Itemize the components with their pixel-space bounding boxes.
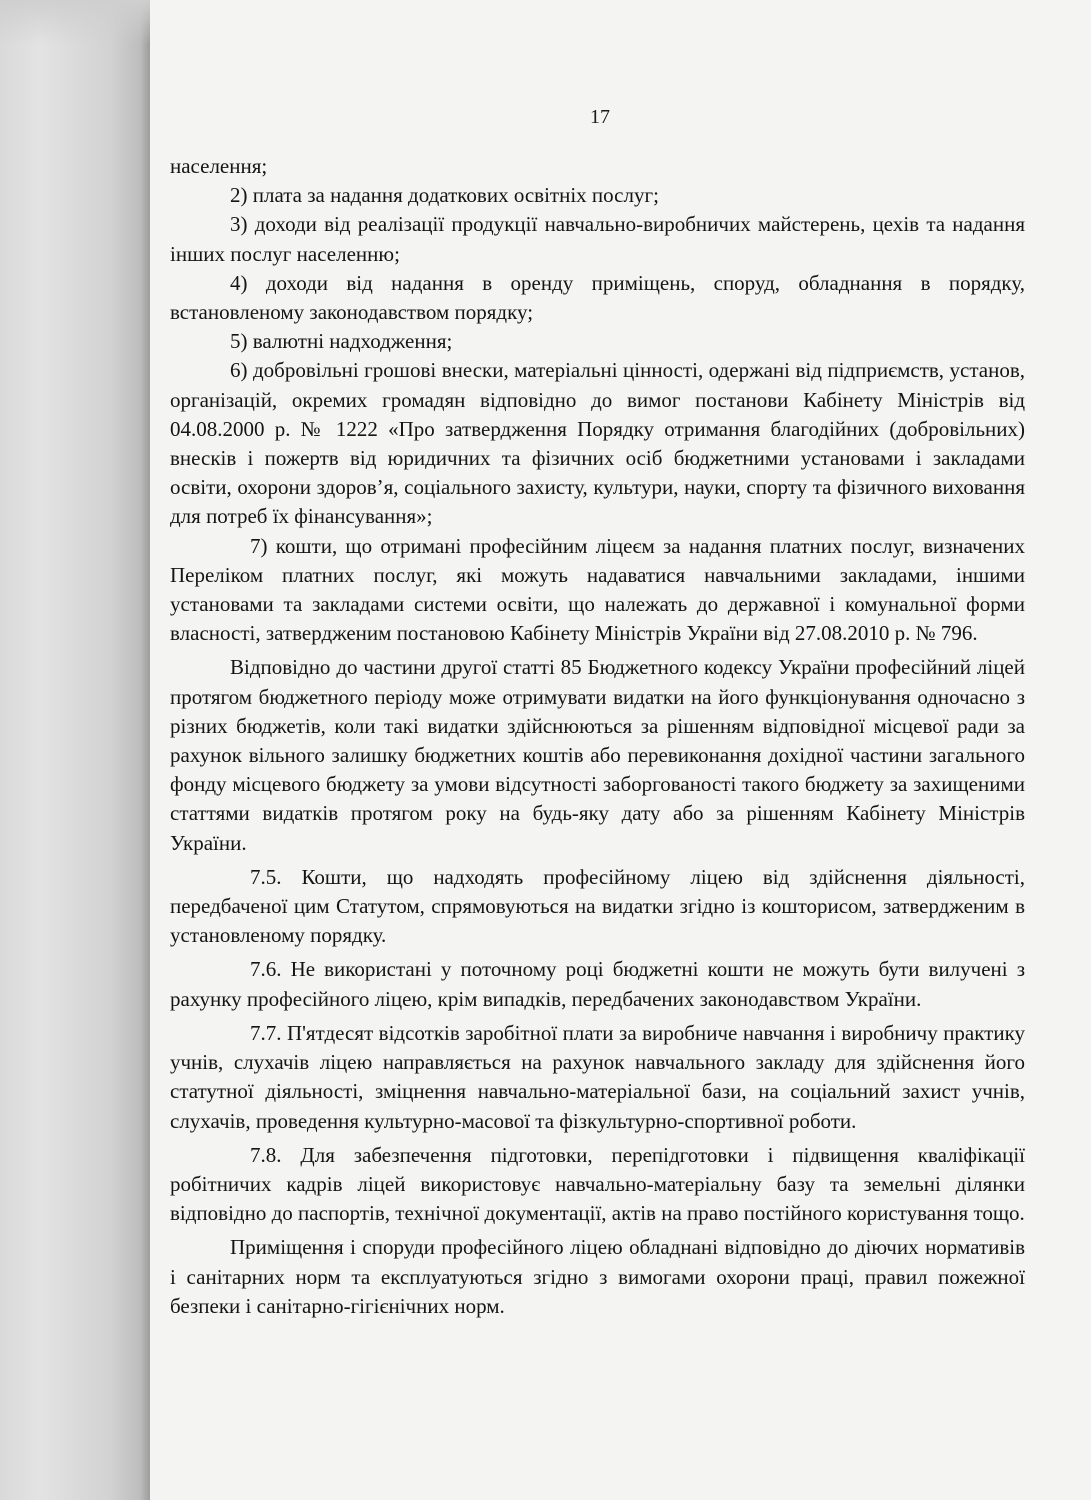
list-item-4: 4) доходи від надання в оренду приміщень, споруд, обладнання в порядку, встановленому законодавством порядку; [170, 270, 1025, 325]
list-item-7: 7) кошти, що отримані професійним ліцеєм за надання платних послуг, визначених Переліком платних послуг, які можуть надаватися навчальними закладами, іншими установами та закладами системи освіти, що належать до державної і комунальної форми власності, затвердженим постановою Кабінету Міністрів України від 27.08.2010 р. № 796. [170, 533, 1025, 646]
book-gutter-shadow [0, 0, 150, 1500]
document-body [170, 152, 1025, 1321]
list-item-3: 3) доходи від реалізації продукції навчально-виробничих майстерень, цехів та надання інших послуг населенню; [170, 212, 1025, 266]
list-item-5: 5) валютні надходження; [230, 329, 453, 354]
section-7-8: 7.8. Для забезпечення підготовки, перепідготовки і підвищення кваліфікації робітничих кадрів ліцей використовує навчально-матеріальну базу та земельні ділянки відповідно до паспортів, технічної документації, актів на право постійного користування тощо. [170, 1142, 1025, 1226]
paragraph-premises: Приміщення і споруди професійного ліцею обладнані відповідно до діючих нормативів і санітарних норм та експлуатуються згідно з вимогами охорони праці, правил пожежної безпеки і санітарно-гігієнічних норм. [170, 1235, 1025, 1318]
paragraph-continuation: населення; [170, 154, 268, 178]
section-7-6: 7.6. Не використані у поточному році бюджетні кошти не можуть бути вилучені з рахунку професійного ліцею, крім випадків, передбачених законодавством України. [170, 957, 1025, 1011]
list-item-2: 2) плата за надання додаткових освітніх послуг; [230, 183, 659, 208]
paragraph-budget-code: Відповідно до частини другої статті 85 Бюджетного кодексу України професійний ліцей протягом бюджетного періоду може отримувати видатки на його функціонування одночасно з різних бюджетів, коли такі видатки здійснюються за рішенням відповідної місцевої ради за рахунок вільного залишку бюджетних коштів або перевиконання дохідної частини загального фонду місцевого бюджету за умови відсутності заборгованості такого бюджету за захищеними статтями видатків протягом року на будь-яку дату або за рішенням Кабінету Міністрів України. [170, 655, 1025, 855]
list-item-6: 6) добровільні грошові внески, матеріальні цінності, одержані від підприємств, установ, організацій, окремих громадян відповідно до вимог постанови Кабінету Міністрів від 04.08.2000 р. № 1222 «Про затвердження Порядку отримання благодійних (добровільних) внесків і пожертв від юридичних та фізичних осіб бюджетними установами і закладами освіти, охорони здоров’я, соціального захисту, культури, науки, спорту та фізичного виховання для потреб їх фінансування»; [170, 358, 1025, 529]
page-number: 17 [590, 106, 610, 128]
section-7-7: 7.7. П'ятдесят відсотків заробітної плати за виробниче навчання і виробничу практику учнів, слухачів ліцею направляється на рахунок навчального закладу для здійснення його статутної діяльності, зміцнення навчально-матеріальної бази, на соціальний захист учнів, слухачів, проведення культурно-масової та фізкультурно-спортивної роботи. [170, 1020, 1025, 1133]
document-page [150, 0, 1091, 1500]
section-7-5: 7.5. Кошти, що надходять професійному ліцею від здійснення діяльності, передбаченої цим Статутом, спрямовуються на видатки згідно із кошторисом, затвердженим в установленому порядку. [170, 864, 1025, 948]
